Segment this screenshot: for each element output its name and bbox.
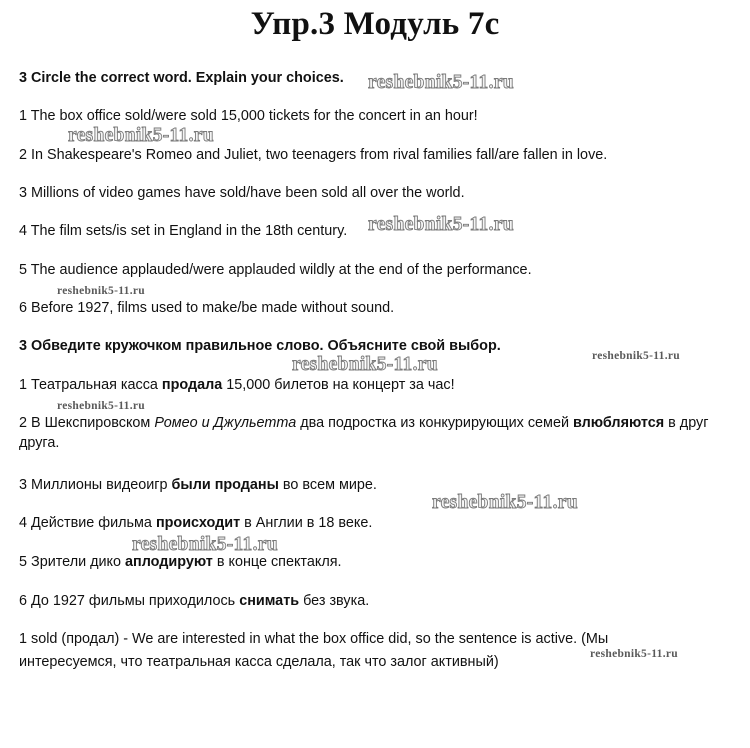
- ru-4-text-end: в Англии в 18 веке.: [240, 515, 373, 531]
- task-heading-en: 3 Circle the correct word. Explain your choices.: [19, 70, 344, 86]
- ru-5-text: 5 Зрители дико: [19, 554, 126, 570]
- ru-2-text-end: в друг друга.: [19, 415, 709, 451]
- ru-1-text: 1 Театральная касса: [19, 377, 162, 393]
- ru-2-work-title: Ромео и Джульетта: [154, 415, 297, 431]
- watermark: reshebnik5-11.ru: [590, 648, 678, 660]
- ru-3-text-end: во всем мире.: [278, 477, 377, 493]
- watermark: reshebnik5-11.ru: [57, 285, 145, 297]
- ru-6-text: 6 До 1927 фильмы приходилось: [19, 593, 240, 609]
- task-item-en-5: 5 The audience applauded/were applauded wildly at the end of the performance.: [19, 262, 532, 278]
- task-item-en-4: 4 The film sets/is set in England in the 18th century.: [19, 223, 348, 239]
- watermark: reshebnik5-11.ru: [68, 125, 214, 146]
- watermark: reshebnik5-11.ru: [368, 72, 514, 93]
- watermark: reshebnik5-11.ru: [368, 214, 514, 235]
- task-heading-ru: 3 Обведите кружочком правильное слово. Объясните свой выбор.: [19, 338, 501, 354]
- task-item-en-3: 3 Millions of video games have sold/have been sold all over the world.: [19, 185, 465, 201]
- answer-line-2: интересуемся, что театральная касса сделала, так что залог активный): [19, 654, 499, 670]
- ru-1-text-end: 15,000 билетов на концерт за час!: [222, 377, 455, 393]
- task-item-ru-6: [19, 592, 731, 610]
- ru-6-text-end: без звука.: [299, 593, 370, 609]
- ru-1-answer: продала: [161, 377, 223, 393]
- ru-2-text-mid: два подростка из конкурирующих семей: [296, 415, 573, 431]
- ru-5-text-end: в конце спектакля.: [212, 554, 342, 570]
- task-item-en-6: 6 Before 1927, films used to make/be made without sound.: [19, 300, 395, 316]
- watermark: reshebnik5-11.ru: [592, 350, 680, 362]
- ru-4-text: 4 Действие фильма: [19, 515, 156, 531]
- answer-line-1: 1 sold (продал) - We are interested in what the box office did, so the sentence is active. (Мы: [19, 631, 609, 647]
- ru-2-answer: влюбляются: [573, 415, 665, 431]
- ru-2-text: 2 В Шекспировском: [19, 415, 155, 431]
- task-item-ru-5: [19, 553, 731, 571]
- ru-3-answer: были проданы: [171, 477, 279, 493]
- watermark: reshebnik5-11.ru: [432, 492, 578, 513]
- ru-4-answer: происходит: [155, 515, 241, 531]
- page-title: Упр.3 Модуль 7с: [250, 6, 500, 42]
- ru-3-text: 3 Миллионы видеоигр: [19, 477, 172, 493]
- watermark: reshebnik5-11.ru: [132, 534, 278, 555]
- ru-6-answer: снимать: [239, 593, 300, 609]
- task-item-ru-2: [19, 413, 731, 453]
- task-item-en-2: 2 In Shakespeare's Romeo and Juliet, two teenagers from rival families fall/are fallen in love.: [19, 147, 608, 163]
- task-item-ru-3: [19, 476, 731, 494]
- task-item-ru-4: [19, 514, 731, 532]
- task-item-ru-1: [19, 376, 731, 394]
- ru-5-answer: аплодируют: [125, 554, 213, 570]
- task-item-en-1: 1 The box office sold/were sold 15,000 tickets for the concert in an hour!: [19, 108, 478, 124]
- watermark: reshebnik5-11.ru: [57, 400, 145, 412]
- watermark: reshebnik5-11.ru: [292, 354, 438, 375]
